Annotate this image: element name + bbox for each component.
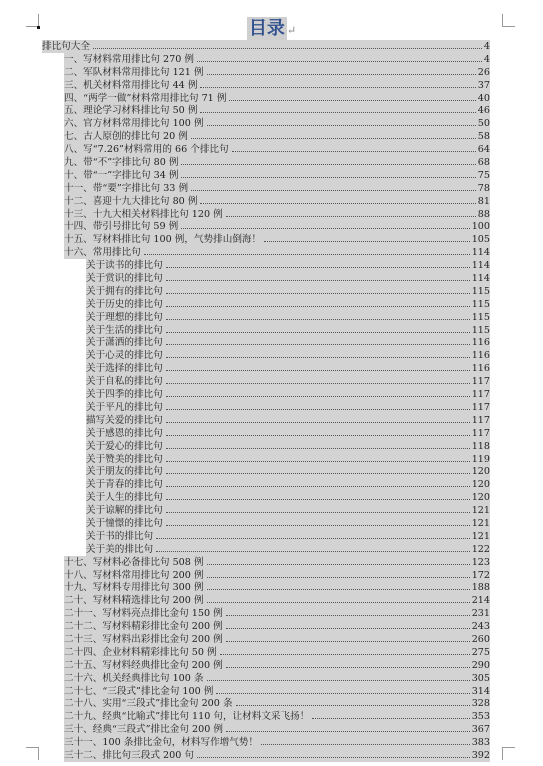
toc-entry[interactable] [64,208,490,221]
dot-leader [207,66,476,75]
toc-entry[interactable] [64,607,490,620]
dot-leader [236,697,470,706]
toc-title: 目录 [248,18,285,39]
dot-leader [232,143,476,152]
toc-entry-title: 关于爱心的排比句 [86,440,163,452]
dot-leader [200,195,475,204]
toc-entry-title: 十七、写材料必备排比句 508 例 [64,556,204,568]
crop-mark-bottom-left [26,747,39,760]
toc-entry-page: 117 [471,414,490,426]
toc-entry-title: 关于拥有的排比句 [86,285,163,297]
toc-entry-page: 121 [471,517,490,529]
dot-leader [166,478,470,487]
toc-entry-page: 122 [471,543,490,555]
toc-entry-page: 40 [477,92,490,104]
toc-entry[interactable] [86,543,490,556]
crop-mark-bottom-right [502,747,515,760]
toc-entry-title: 十六、常用排比句 [64,247,141,259]
toc-entry[interactable] [86,349,490,362]
toc-entry-title: 一、写材料常用排比句 270 例 [64,53,194,65]
toc-entry-page: 116 [471,350,490,362]
toc-entry-title: 二十九、经典“比喻式”排比句 110 句，让材料文采飞扬！ [64,711,310,723]
toc-entry-title: 关于青春的排比句 [86,479,163,491]
dot-leader [166,311,470,320]
dot-leader [207,672,470,681]
dot-leader [207,117,476,126]
toc-entry-page: 383 [471,737,490,749]
dot-leader [207,556,470,565]
toc-entry-page: 172 [471,569,490,581]
dot-leader [166,465,470,474]
toc-entry-page: 105 [471,234,490,246]
toc-entry-title: 六、官方材料常用排比句 100 例 [64,118,204,130]
dot-leader [264,233,470,242]
dot-leader [229,92,475,101]
toc-entry[interactable] [64,581,490,594]
toc-entry-page: 100 [471,221,490,233]
toc-entry-title: 二十八、实用“三段式”排比金句 200 条 [64,698,233,710]
toc-entry[interactable] [86,491,490,504]
toc-entry-page: 214 [471,595,490,607]
toc-entry-title: 十三、十九大相关材料排比句 120 例 [64,208,223,220]
toc-entry-page: 117 [471,427,490,439]
dot-leader [166,349,470,358]
toc-entry[interactable] [64,169,490,182]
toc-entry-title: 三、机关材料常用排比句 44 例 [64,79,198,91]
toc-entry-page: 81 [477,195,490,207]
toc-entry-title: 二十五、写材料经典排比金句 200 例 [64,659,223,671]
toc-entry-page: 121 [471,505,490,517]
toc-entry-title: 关于赞美的排比句 [86,453,163,465]
toc-entry-page: 118 [471,440,490,452]
toc-entry-title: 二十七、“三段式”排比金句 100 例 [64,685,214,697]
dot-leader [261,736,470,745]
dot-leader [166,324,470,333]
toc-entry-page: 120 [471,492,490,504]
dot-leader [226,620,470,629]
toc-entry-page: 37 [477,79,490,91]
dot-leader [216,685,469,694]
toc-entry-title: 关于理想的排比句 [86,311,163,323]
toc-entry[interactable] [64,556,490,569]
toc-entry[interactable] [86,530,490,543]
toc-entry[interactable] [86,336,490,349]
toc-entry-title: 排比句大全 [42,41,90,52]
dot-leader [226,723,470,732]
toc-entry[interactable] [64,233,490,246]
toc-entry-page: 64 [477,144,490,156]
toc-entry-page: 115 [471,285,490,297]
toc-entry-title: 关于生活的排比句 [86,324,163,336]
toc-entry-title: 关于憧憬的排比句 [86,517,163,529]
toc-entry[interactable] [64,697,490,710]
toc-entry[interactable] [64,195,490,208]
dot-leader [166,440,470,449]
toc-entry[interactable] [42,40,490,53]
toc-entry[interactable] [64,92,490,105]
toc-entry-title: 关于平凡的排比句 [86,401,163,413]
toc-entry-title: 十五、写材料排比句 100 例，气势排山倒海！ [64,234,262,246]
toc-entry-page: 120 [471,466,490,478]
toc-entry[interactable] [86,388,490,401]
dot-leader [166,362,470,371]
dot-leader [166,336,470,345]
toc-entry[interactable] [86,465,490,478]
dot-leader [166,285,470,294]
dot-leader [191,182,476,191]
toc-entry[interactable] [64,710,490,723]
toc-entry-page: 114 [471,247,490,259]
toc-entry-title: 关于选择的排比句 [86,363,163,375]
toc-entry-page: 50 [477,118,490,130]
toc-entry-page: 188 [471,582,490,594]
toc-entry[interactable] [86,324,490,337]
toc-entry-page: 353 [471,711,490,723]
toc-entry[interactable] [64,143,490,156]
paragraph-mark: ↵ [286,24,297,37]
toc-entry[interactable] [64,685,490,698]
toc-entry[interactable] [64,672,490,685]
toc-entry-page: 116 [471,363,490,375]
toc-entry[interactable] [64,53,490,66]
toc-entry[interactable] [86,440,490,453]
toc-entry[interactable] [86,259,490,272]
table-of-contents [42,40,490,762]
toc-entry-title: 描写关爱的排比句 [86,414,163,426]
dot-leader [166,259,470,268]
toc-entry-page: 4 [483,53,490,65]
dot-leader [197,53,482,62]
toc-entry-page: 117 [471,389,490,401]
toc-entry-page: 88 [477,208,490,220]
dot-leader [166,388,470,397]
toc-entry[interactable] [64,569,490,582]
toc-entry-title: 关于朋友的排比句 [86,466,163,478]
toc-entry[interactable] [86,478,490,491]
toc-entry-title: 关于读书的排比句 [86,260,163,272]
toc-entry-title: 关于心灵的排比句 [86,350,163,362]
toc-entry[interactable] [64,130,490,143]
dot-leader [312,710,469,719]
dot-leader [166,453,470,462]
dot-leader [166,491,470,500]
toc-entry[interactable] [64,646,490,659]
dot-leader [166,401,470,410]
dot-leader [197,749,470,758]
toc-entry-title: 十二、喜迎十九大排比句 80 例 [64,195,198,207]
dot-leader [166,414,470,423]
toc-entry[interactable] [64,594,490,607]
toc-entry-title: 关于历史的排比句 [86,298,163,310]
toc-entry-page: 314 [471,685,490,697]
toc-entry-page: 115 [471,311,490,323]
toc-entry-page: 275 [471,646,490,658]
toc-entry-title: 五、理论学习材料排比句 50 例 [64,105,198,117]
toc-entry-page: 119 [471,453,490,465]
toc-entry-title: 三十、经典“三段式”排比金句 200 例 [64,724,223,736]
dot-leader [156,530,470,539]
toc-entry[interactable] [64,182,490,195]
toc-entry[interactable] [64,659,490,672]
toc-entry-title: 十九、写材料专用排比句 300 例 [64,582,204,594]
toc-entry-page: 121 [471,530,490,542]
toc-entry-page: 123 [471,556,490,568]
dot-leader [226,607,470,616]
toc-entry[interactable] [86,272,490,285]
dot-leader [207,569,470,578]
toc-entry[interactable] [64,736,490,749]
dot-leader [166,375,470,384]
toc-entry-page: 26 [477,66,490,78]
dot-leader [181,220,469,229]
toc-entry-title: 关于四季的排比句 [86,389,163,401]
toc-entry[interactable] [64,246,490,259]
toc-entry-page: 243 [471,621,490,633]
toc-entry-page: 305 [471,672,490,684]
title-container [0,17,543,41]
toc-entry-page: 367 [471,724,490,736]
toc-entry-page: 231 [471,608,490,620]
toc-entry-page: 392 [471,749,490,761]
toc-entry[interactable] [64,220,490,233]
toc-entry-title: 九、带“不”字排比句 80 例 [64,157,179,169]
toc-entry-page: 328 [471,698,490,710]
dot-leader [166,298,470,307]
toc-entry-title: 二十一、写材料亮点排比金句 150 例 [64,608,223,620]
toc-entry-title: 关于谅解的排比句 [86,505,163,517]
toc-entry-page: 114 [471,273,490,285]
toc-entry[interactable] [86,504,490,517]
toc-entry-page: 114 [471,260,490,272]
toc-entry[interactable] [64,749,490,762]
toc-entry-page: 120 [471,479,490,491]
toc-entry-title: 三十一、100 条排比金句，材料写作增气势！ [64,737,259,749]
toc-entry[interactable] [86,401,490,414]
toc-entry[interactable] [86,517,490,530]
dot-leader [226,659,470,668]
toc-entry-title: 关于美的排比句 [86,543,154,555]
dot-leader [181,156,475,165]
dot-leader [144,246,470,255]
toc-entry[interactable] [64,104,490,117]
toc-entry-title: 二十、写材料精选排比句 200 例 [64,595,204,607]
toc-entry-page: 68 [477,157,490,169]
toc-entry[interactable] [86,375,490,388]
dot-leader [200,104,475,113]
toc-entry-page: 78 [477,182,490,194]
toc-entry[interactable] [86,427,490,440]
dot-leader [166,504,470,513]
toc-entry[interactable] [86,298,490,311]
dot-leader [191,130,476,139]
toc-entry-title: 三十二、排比句三段式 200 句 [64,749,194,761]
toc-entry[interactable] [64,633,490,646]
dot-leader [220,646,470,655]
toc-entry-page: 115 [471,298,490,310]
toc-entry-page: 75 [477,169,490,181]
toc-entry-page: 117 [471,376,490,388]
dot-leader [207,581,470,590]
toc-entry[interactable] [64,723,490,736]
dot-leader [207,594,470,603]
toc-entry-page: 4 [483,41,490,52]
toc-entry-page: 290 [471,659,490,671]
toc-entry-title: 二十二、写材料精彩排比金句 200 例 [64,621,223,633]
toc-entry[interactable] [64,620,490,633]
toc-entry-page: 116 [471,337,490,349]
toc-entry-title: 十、带“一”字排比句 34 例 [64,169,179,181]
toc-entry-page: 115 [471,324,490,336]
toc-entry-title: 二十四、企业材料精彩排比句 50 例 [64,646,217,658]
dot-leader [166,272,470,281]
toc-entry-title: 关于感恩的排比句 [86,427,163,439]
toc-entry[interactable] [86,311,490,324]
toc-entry[interactable] [86,362,490,375]
toc-entry-page: 260 [471,633,490,645]
toc-entry-title: 关于自私的排比句 [86,376,163,388]
toc-entry[interactable] [86,453,490,466]
dot-leader [156,543,470,552]
dot-leader [200,79,475,88]
toc-entry-title: 关于人生的排比句 [86,492,163,504]
dot-leader [93,40,482,49]
toc-entry[interactable] [64,79,490,92]
toc-entry-title: 二十三、写材料出彩排比金句 200 例 [64,633,223,645]
toc-entry-title: 十四、带引号排比句 59 例 [64,221,179,233]
toc-entry-title: 二、军队材料常用排比句 121 例 [64,66,204,78]
dot-leader [181,169,475,178]
toc-entry-title: 关于潇洒的排比句 [86,337,163,349]
toc-entry-title: 八、写“7.26”材料常用的 66 个排比句 [64,144,229,156]
dot-leader [226,633,470,642]
dot-leader [166,427,470,436]
dot-leader [226,208,476,217]
toc-entry-title: 十八、写材料常用排比句 200 例 [64,569,204,581]
toc-entry-page: 46 [477,105,490,117]
toc-entry-title: 四、“两学一做”材料常用排比句 71 例 [64,92,227,104]
toc-entry[interactable] [64,66,490,79]
toc-entry-title: 二十六、机关经典排比句 100 条 [64,672,204,684]
toc-entry-title: 关于书的排比句 [86,530,154,542]
toc-entry[interactable] [86,285,490,298]
toc-entry-title: 十一、带“要”字排比句 33 例 [64,182,189,194]
toc-entry-title: 七、古人原创的排比句 20 例 [64,131,188,143]
toc-entry[interactable] [64,117,490,130]
toc-entry-page: 117 [471,401,490,413]
toc-entry-title: 关于赏识的排比句 [86,273,163,285]
toc-entry[interactable] [86,414,490,427]
toc-entry-page: 58 [477,131,490,143]
dot-leader [166,517,470,526]
toc-entry[interactable] [64,156,490,169]
